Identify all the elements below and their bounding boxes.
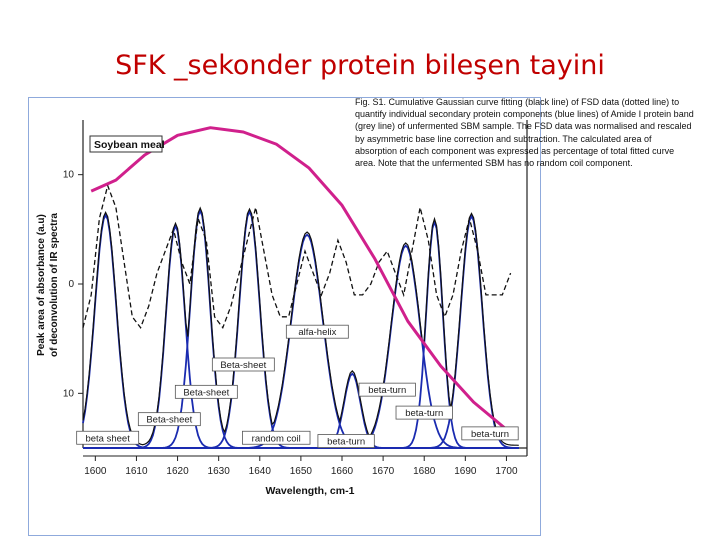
x-axis-title: Wavelength, cm-1: [265, 485, 355, 497]
figure-caption: Fig. S1. Cumulative Gaussian curve fitting (black line) of FSD data (dotted line) to quantify individual secondary protein components (blue lines) of Amide I protein band (grey line) of unfermented SBM sample. The FSD data was normalised and rescaled by asymmetric base line correction and subtraction. The calculated area of absorption of each component was expressed as percentage of total fitted curve area. Note that the unfermented SBM has no random coil component.: [355, 97, 694, 169]
x-tick-label: 1690: [454, 466, 477, 477]
amide-band-line: [91, 128, 506, 430]
y-axis-title-2: of deconvolution of IR spectra: [49, 213, 60, 357]
x-tick-label: 1650: [289, 466, 313, 477]
component-label: random coil: [251, 433, 301, 445]
curve-group: [83, 128, 519, 448]
x-tick-label: 1620: [166, 466, 189, 477]
x-tick-label: 1630: [207, 466, 230, 477]
y-tick-label: 10: [62, 388, 74, 400]
y-axis-title-1: Peak area of absorbance (a.u): [36, 214, 47, 356]
fsd-dotted-line: [83, 186, 511, 328]
x-tick-label: 1670: [371, 466, 395, 477]
component-label: beta-turn: [405, 408, 444, 420]
y-tick-label: 0: [68, 279, 74, 290]
slide-title: SFK _sekonder protein bileşen tayini: [115, 50, 605, 81]
x-tick-label: 1680: [413, 466, 436, 477]
x-tick-label: 1640: [248, 466, 271, 477]
x-tick-label: 1600: [84, 466, 107, 477]
y-tick-label: 10: [62, 169, 74, 181]
component-label: alfa-helix: [298, 327, 337, 339]
x-tick-label: 1610: [125, 466, 148, 477]
legend-text: Soybean meal: [94, 139, 165, 151]
x-tick-label: 1700: [495, 466, 518, 477]
component-label: beta sheet: [85, 433, 130, 445]
component-label: Beta-sheet: [146, 414, 193, 426]
x-tick-label: 1660: [330, 466, 354, 477]
component-label: beta-turn: [470, 428, 510, 440]
component-label: Beta-sheet: [183, 387, 230, 399]
component-label: Beta-sheet: [220, 360, 267, 371]
component-label: beta-turn: [368, 385, 407, 397]
component-label: beta-turn: [327, 436, 366, 448]
